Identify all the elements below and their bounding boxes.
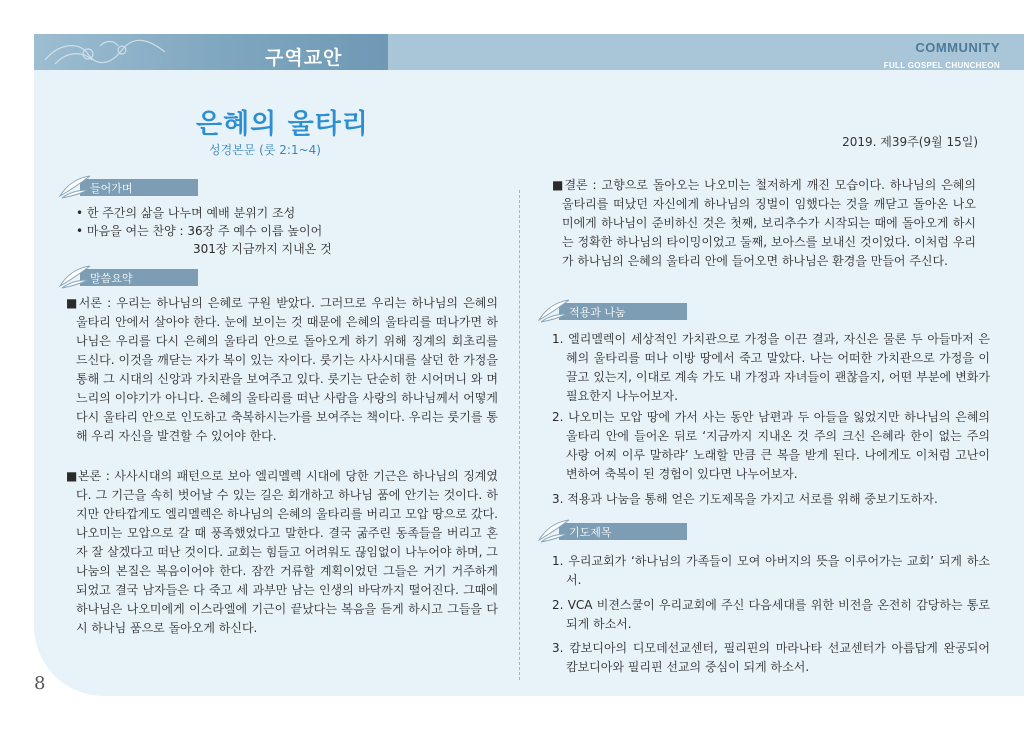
lesson-title: 은혜의 울타리 <box>196 109 369 140</box>
scripture-reference: 성경본문 (룻 2:1~4) <box>209 143 321 157</box>
apply-item-3: 3. 적용과 나눔을 통해 얻은 기도제목을 가지고 서로를 위해 중보기도하자. <box>552 492 938 506</box>
brand-sub: FULL GOSPEL CHUNCHEON <box>883 61 1000 70</box>
prayer-item-3: 3. 캄보디아의 디모데선교센터, 필리핀의 마라나타 선교센터가 아름답게 완공되어 캄보디아와 필리핀 선교의 중심이 되게 하소서. <box>552 641 990 674</box>
header-title: 구역교안 <box>265 47 343 69</box>
apply-item-2: 2. 나오미는 모압 땅에 가서 사는 동안 남편과 두 아들을 잃었지만 하나님의 은혜의 울타리 안에 들어온 뒤로 ‘지금까지 지내온 것 주의 크신 은혜라 한이 없는 주의 사랑 어찌 이루 말하랴’ 노래할 만큼 큰 복을 받게 된다. 나에게도 이처럼 고난이 변하여 축복이 된 경험이 있다면 나누어보자. <box>552 410 990 481</box>
leaf-icon <box>537 516 571 544</box>
summary-conclusion-text: ■결론 : 고향으로 돌아오는 나오미는 철저하게 깨진 모습이다. 하나님의 은혜의 울타리를 떠났던 자신에게 하나님의 징벌이 임했다는 것을 깨닫고 돌아온 나오미에게 하나님이 준비하신 것은 첫째, 보리추수가 시작되는 때에 돌아오게 하시는 정확한 하나님의 타이밍이었고 둘째, 보아스를 보내신 것이었다. 이처럼 우리가 하나님의 은혜의 울타리 안에 들어오면 하나님은 환경을 만들어 주신다. <box>552 178 976 268</box>
prayer-item-1: 1. 우리교회가 ‘하나님의 가족들이 모여 아버지의 뜻을 이루어가는 교회’ 되게 하소서. <box>552 554 990 587</box>
section-tag-label: 말씀요약 <box>90 272 133 285</box>
summary-body-text: ■본론 : 사사시대의 패턴으로 보아 엘리멜렉 시대에 당한 기근은 하나님의 징계였다. 그 기근을 속히 벗어날 수 있는 길은 회개하고 하나님 품에 안기는 것이다. 하지만 안타깝게도 엘리멜렉은 하나님의 은혜의 울타리를 버리고 모압 땅으로 갔다. 나오미는 모압으로 갈 때 풍족했었다고 말한다. 결국 굶주린 동족들을 버리고 혼자 잘 살겠다고 떠난 것이다. 교회는 힘들고 어려워도 끊임없이 나누어야 하며, 그 나눔의 본질은 복음이어야 한다. 잠깐 거류할 계획이었던 그들은 거기 거주하게 되었고 결국 남자들은 다 죽고 세 과부만 남는 인생의 바닥까지 떨어진다. 그때에 하나님은 나오미에게 이스라엘에 기근이 끝났다는 복음을 듣게 하시고 그들을 다시 하나님 품으로 돌아오게 하신다. <box>66 469 498 635</box>
intro-line-3: 301장 지금까지 지내온 것 <box>193 242 332 256</box>
brand-main: COMMUNITY <box>915 40 1000 55</box>
brand-block <box>884 40 1000 70</box>
section-tag-summary <box>58 268 198 287</box>
page-number: 8 <box>34 673 46 694</box>
summary-intro-text: ■서론 : 우리는 하나님의 은혜로 구원 받았다. 그러므로 우리는 하나님의 은혜의 울타리 안에서 살아야 한다. 눈에 보이는 것 때문에 은혜의 울타리를 떠나가면 하나님은 우리를 다시 은혜의 울타리 안으로 돌아오게 하기 위해 징계의 회초리를 드신다. 이것을 깨닫는 자가 복이 있는 자이다. 룻기는 사사시대를 살던 한 가정을 통해 그 시대의 신앙과 가치관을 보여주고 있다. 룻기는 단순히 한 시어머니 와 며느리의 이야기가 아니다. 은혜의 울타리를 떠난 사람을 사랑의 하나님께서 어떻게 다시 울타리 안으로 인도하고 축복하시는가를 보여주는 책이다. 우리는 룻기를 통해 우리 자신을 발견할 수 있어야 한다. <box>66 296 498 443</box>
section-tag-prayer <box>537 522 687 541</box>
section-tag-label: 기도제목 <box>569 526 612 539</box>
summary-intro-paragraph <box>66 294 498 446</box>
leaf-icon <box>537 296 571 324</box>
swirl-ornament-icon <box>40 36 170 70</box>
lesson-date: 2019. 제39주(9월 15일) <box>842 135 978 149</box>
summary-body-paragraph <box>66 467 498 638</box>
section-tag-label: 적용과 나눔 <box>569 306 626 319</box>
summary-conclusion-paragraph <box>552 176 976 271</box>
intro-line-2: • 마음을 여는 찬양 : 36장 주 예수 이름 높이어 <box>76 224 323 238</box>
section-tag-label: 들어가며 <box>90 182 133 195</box>
prayer-item-2: 2. VCA 비젼스쿨이 우리교회에 주신 다음세대를 위한 비전을 온전히 감당하는 통로 되게 하소서. <box>552 598 990 631</box>
intro-line-1: • 한 주간의 삶을 나누며 예배 분위기 조성 <box>76 206 296 220</box>
leaf-icon <box>58 262 92 290</box>
apply-item-1: 1. 엘리멜렉이 세상적인 가치관으로 가정을 이끈 결과, 자신은 물론 두 아들마저 은혜의 울타리를 떠나 이방 땅에서 죽고 말았다. 나는 어떠한 가치관으로 가정을 이끌고 있는지, 이대로 계속 가도 내 가정과 자녀들이 괜찮을지, 어떤 부분에 변화가 필요한지 나누어보자. <box>552 332 990 403</box>
section-tag-intro <box>58 178 198 197</box>
section-tag-apply <box>537 302 687 321</box>
column-divider <box>519 190 520 680</box>
leaf-icon <box>58 172 92 200</box>
